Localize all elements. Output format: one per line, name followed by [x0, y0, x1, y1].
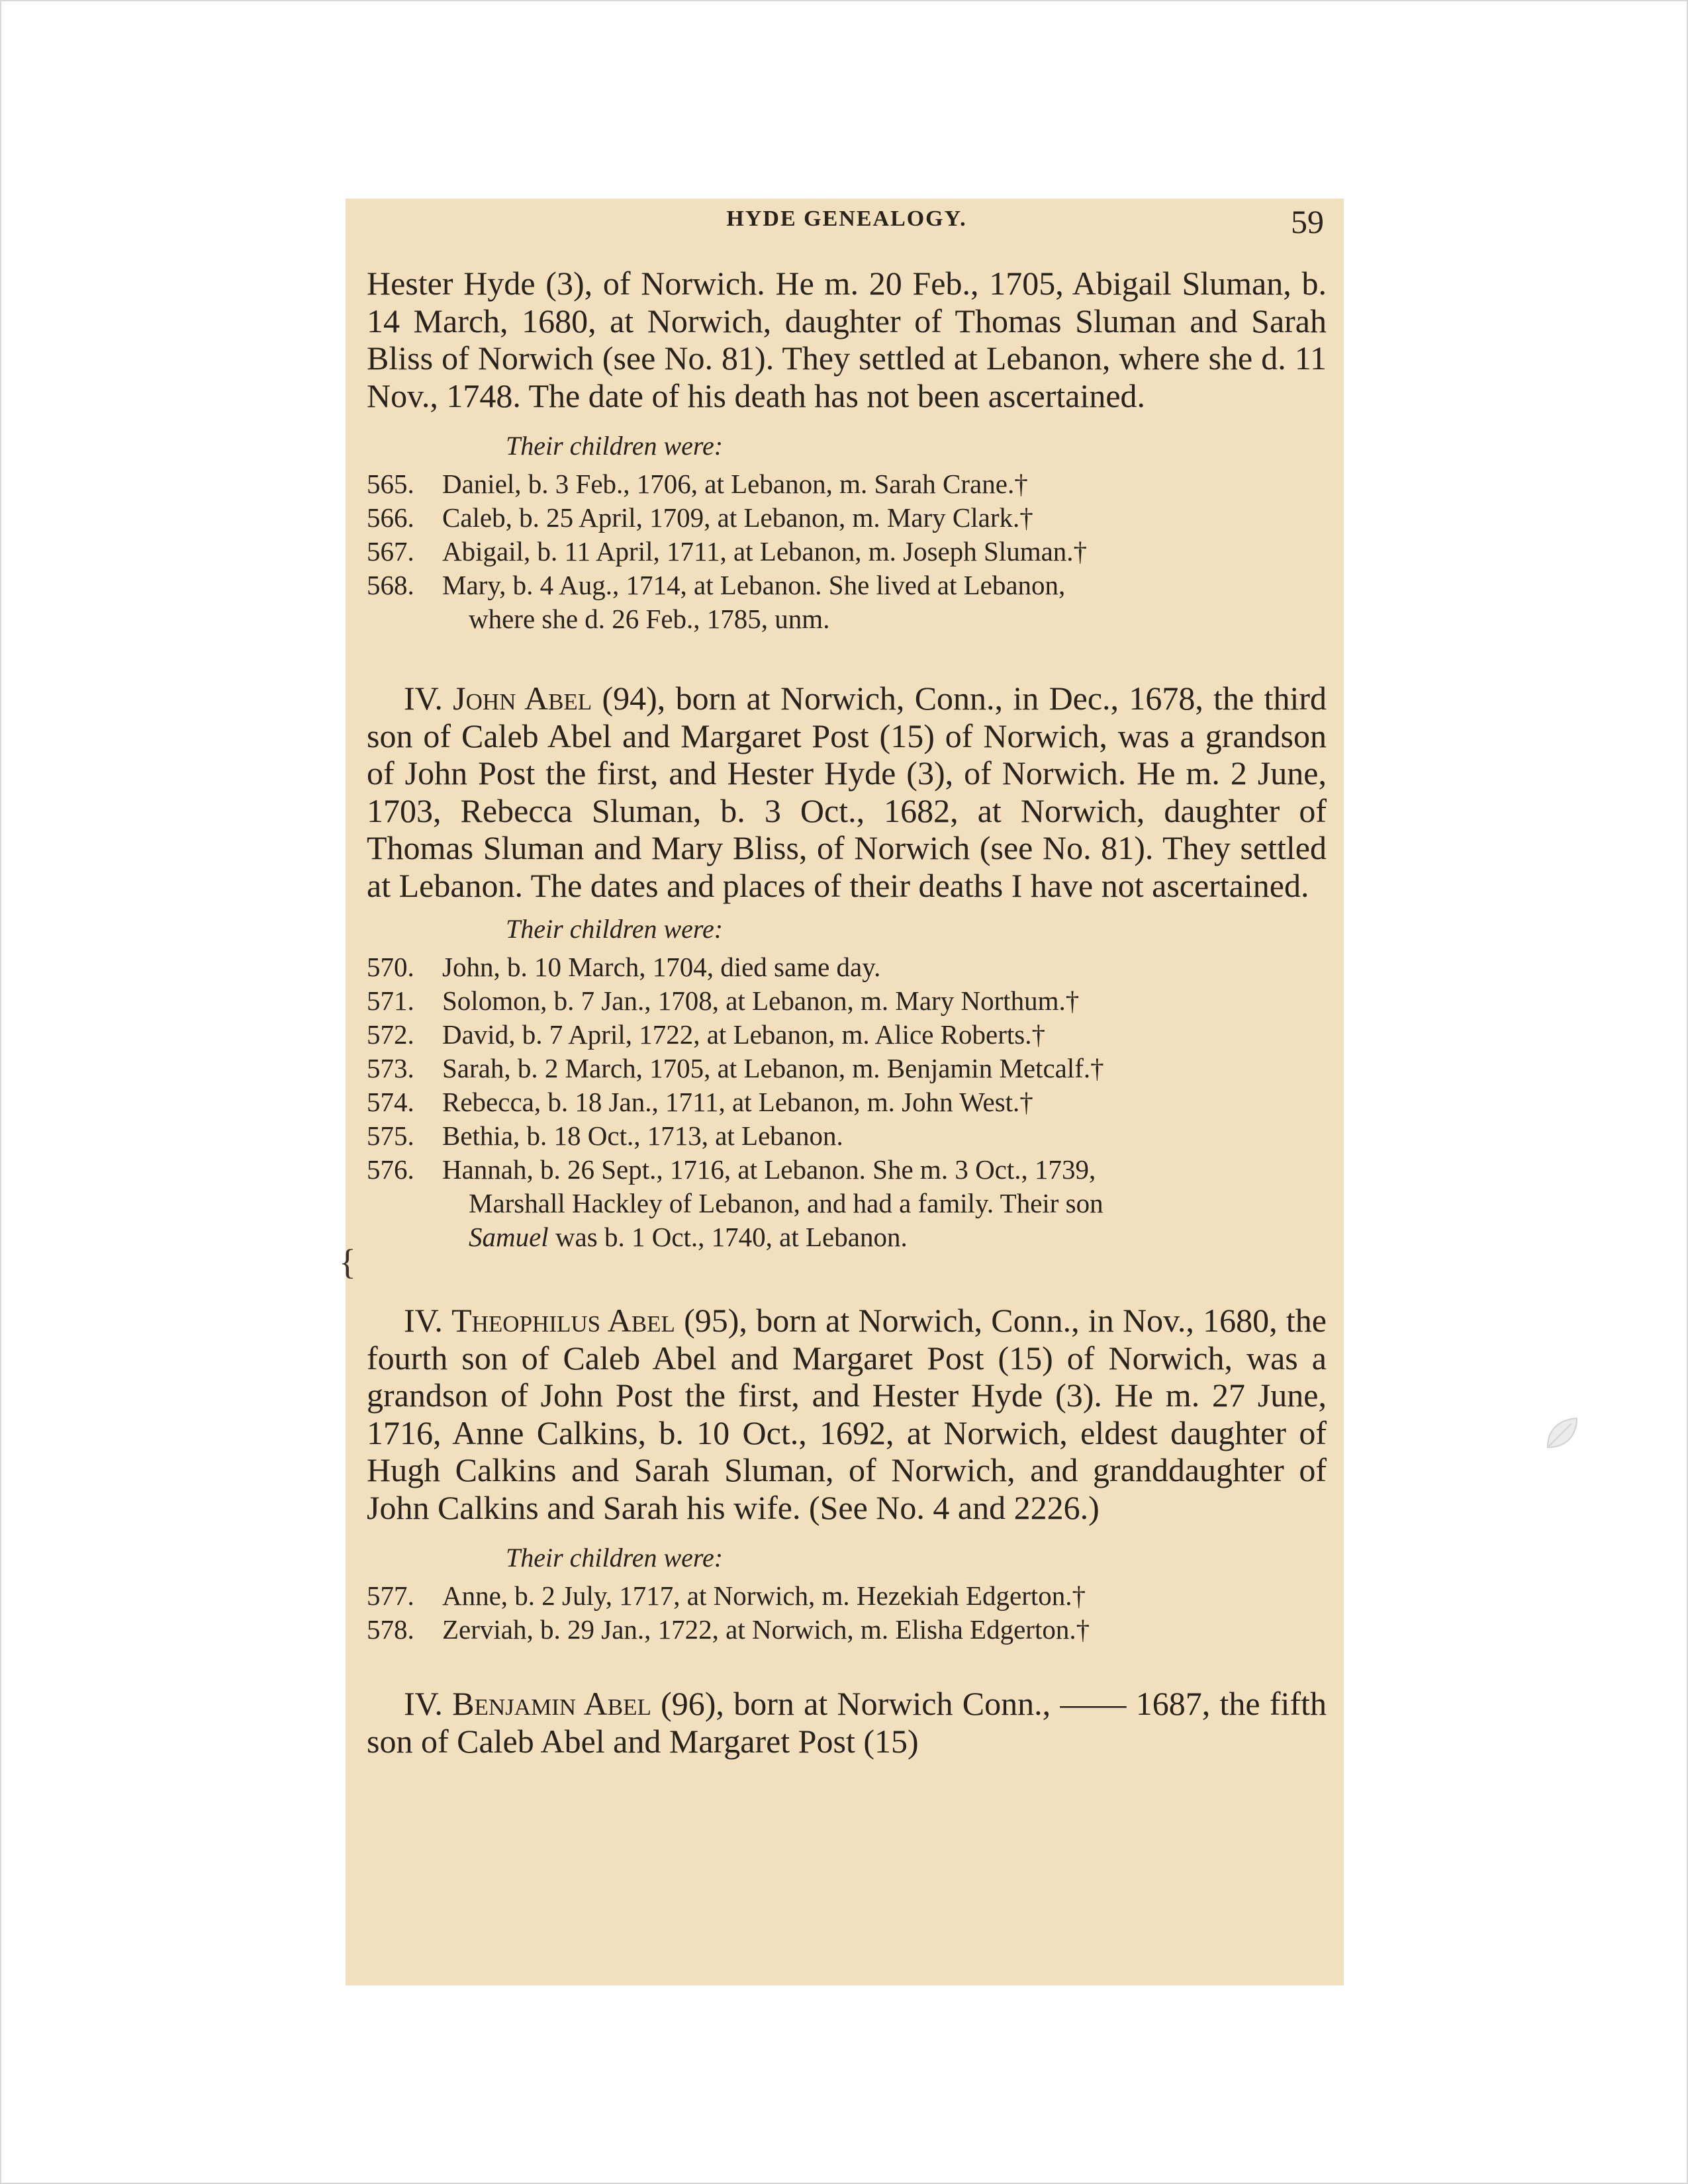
- child-text-continued: Marshall Hackley of Lebanon, and had a family. Their son: [469, 1188, 1103, 1218]
- children-list: [367, 467, 1327, 636]
- child-entry: [367, 535, 1327, 569]
- child-number: 577.: [367, 1580, 414, 1611]
- child-number: 572.: [367, 1019, 414, 1050]
- child-text: Caleb, b. 25 April, 1709, at Lebanon, m. Mary Clark.†: [442, 502, 1033, 533]
- child-text: Abigail, b. 11 April, 1711, at Lebanon, m. Joseph Sluman.†: [442, 536, 1088, 567]
- child-number: 567.: [367, 536, 414, 567]
- child-text-continued: where she d. 26 Feb., 1785, unm.: [469, 604, 830, 634]
- child-name-italic: Samuel: [469, 1222, 549, 1252]
- child-text: Mary, b. 4 Aug., 1714, at Lebanon. She lived at Lebanon,: [442, 570, 1066, 600]
- page-number: 59: [1291, 203, 1324, 240]
- paragraph-text: (95), born at Norwich, Conn., in Nov., 1680, the fourth son of Caleb Abel and Margaret Post (15) of Norwich, was a grandson of John Post the first, and Hester Hyde (3). He m. 27 June, 1716, Anne Calkins, b. 10 Oct., 1692, at Norwich, eldest daughter of Hugh Calkins and Sarah Sluman, of Norwich, and granddaughter of John Calkins and Sarah his wife. (See No. 4 and 2226.): [367, 1302, 1327, 1526]
- child-entry: [367, 569, 1327, 636]
- children-heading: Their children were:: [506, 431, 724, 461]
- child-entry: [367, 1579, 1327, 1613]
- child-entry: [367, 467, 1327, 501]
- running-head: HYDE GENEALOGY.: [726, 206, 967, 231]
- child-text: Hannah, b. 26 Sept., 1716, at Lebanon. She m. 3 Oct., 1739,: [442, 1154, 1096, 1185]
- paragraph-theophilus-abel: [367, 1302, 1327, 1526]
- child-entry: [367, 501, 1327, 535]
- person-name: John Abel: [453, 680, 592, 717]
- scanned-page: [346, 199, 1344, 1985]
- paragraph-benjamin-abel: [367, 1685, 1327, 1760]
- children-list: [367, 950, 1327, 1254]
- paragraph-john-abel: [367, 680, 1327, 904]
- child-text: Anne, b. 2 July, 1717, at Norwich, m. Hezekiah Edgerton.†: [442, 1580, 1086, 1611]
- paragraph-1: Hester Hyde (3), of Norwich. He m. 20 Feb., 1705, Abigail Sluman, b. 14 March, 1680, at Norwich, daughter of Thomas Sluman and Sarah Bliss of Norwich (see No. 81). They settled at Lebanon, where she d. 11 Nov., 1748. The date of his death has not been ascertained.: [367, 265, 1327, 414]
- leaf-icon: [1542, 1414, 1581, 1453]
- person-name: Theophilus Abel: [451, 1302, 675, 1339]
- person-name: Benjamin Abel: [452, 1685, 651, 1722]
- child-text: Rebecca, b. 18 Jan., 1711, at Lebanon, m. John West.†: [442, 1087, 1033, 1117]
- page-header: [367, 199, 1327, 265]
- child-entry: [367, 950, 1327, 984]
- child-number: 565.: [367, 469, 414, 499]
- child-number: 570.: [367, 952, 414, 982]
- margin-mark: {: [339, 1242, 356, 1282]
- child-text: Solomon, b. 7 Jan., 1708, at Lebanon, m. Mary Northum.†: [442, 985, 1080, 1016]
- child-entry: [367, 1018, 1327, 1052]
- child-number: 573.: [367, 1053, 414, 1083]
- child-text: Bethia, b. 18 Oct., 1713, at Lebanon.: [442, 1120, 843, 1151]
- child-number: 568.: [367, 570, 414, 600]
- child-entry: [367, 1085, 1327, 1119]
- children-heading: Their children were:: [506, 1543, 724, 1572]
- child-number: 566.: [367, 502, 414, 533]
- child-number: 578.: [367, 1614, 414, 1645]
- children-list: [367, 1579, 1327, 1647]
- roman-numeral: IV.: [404, 680, 443, 717]
- child-text: Zerviah, b. 29 Jan., 1722, at Norwich, m. Elisha Edgerton.†: [442, 1614, 1090, 1645]
- paragraph-text: (96), born at Norwich Conn., —— 1687, the fifth son of Caleb Abel and Margaret Post (15): [367, 1685, 1327, 1760]
- page-content: [367, 199, 1327, 1760]
- child-number: 574.: [367, 1087, 414, 1117]
- child-text-continued: [442, 1220, 1327, 1254]
- child-entry: [367, 1613, 1327, 1647]
- child-number: 576.: [367, 1154, 414, 1185]
- child-entry: [367, 1153, 1327, 1254]
- roman-numeral: IV.: [404, 1302, 443, 1339]
- child-number: 571.: [367, 985, 414, 1016]
- child-entry: [367, 1052, 1327, 1085]
- child-text: John, b. 10 March, 1704, died same day.: [442, 952, 881, 982]
- child-text: David, b. 7 April, 1722, at Lebanon, m. Alice Roberts.†: [442, 1019, 1045, 1050]
- child-text-rest: was b. 1 Oct., 1740, at Lebanon.: [548, 1222, 908, 1252]
- child-entry: [367, 1119, 1327, 1153]
- child-text: Daniel, b. 3 Feb., 1706, at Lebanon, m. Sarah Crane.†: [442, 469, 1028, 499]
- child-entry: [367, 984, 1327, 1018]
- children-heading: Their children were:: [506, 914, 724, 944]
- paragraph-text: (94), born at Norwich, Conn., in Dec., 1678, the third son of Caleb Abel and Margaret Post (15) of Norwich, was a grandson of John Post the first, and Hester Hyde (3), of Norwich. He m. 2 June, 1703, Rebecca Sluman, b. 3 Oct., 1682, at Norwich, daughter of Thomas Sluman and Mary Bliss, of Norwich (see No. 81). They settled at Lebanon. The dates and places of their deaths I have not ascertained.: [367, 680, 1327, 904]
- child-number: 575.: [367, 1120, 414, 1151]
- child-text: Sarah, b. 2 March, 1705, at Lebanon, m. Benjamin Metcalf.†: [442, 1053, 1104, 1083]
- roman-numeral: IV.: [404, 1685, 443, 1722]
